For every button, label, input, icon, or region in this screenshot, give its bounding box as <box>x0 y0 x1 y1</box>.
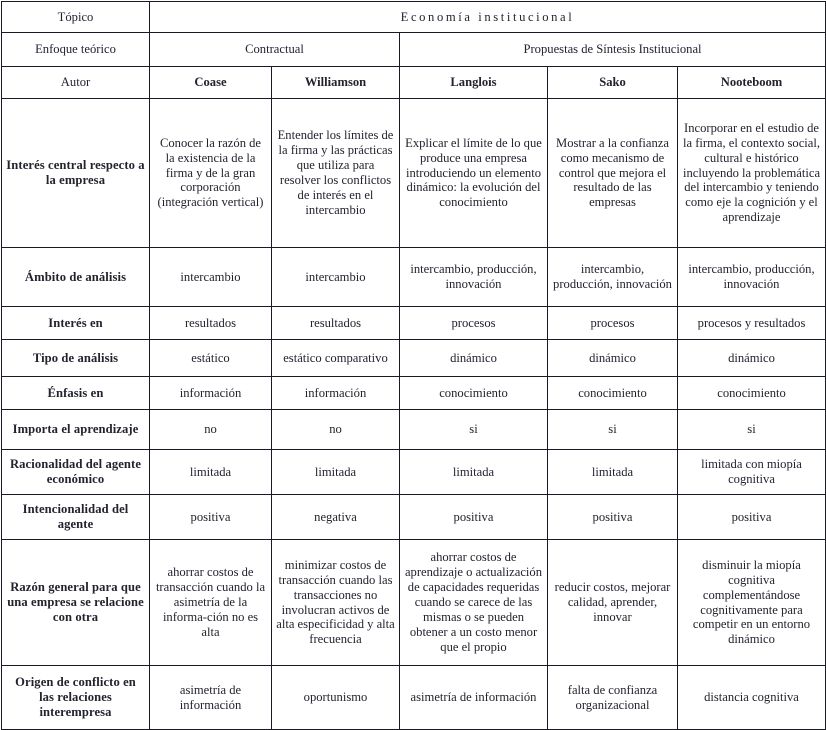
header-author-williamson: Williamson <box>272 67 400 99</box>
cell-ambito-langlois: intercambio, producción, innovación <box>400 248 548 307</box>
cell-interes-central-coase: Conocer la razón de la existencia de la firma y de la gran corporación (integración vertical) <box>150 99 272 248</box>
table-header-row-author <box>2 67 826 99</box>
row-label-interes-central: Interés central respecto a la empresa <box>2 99 150 248</box>
row-label-interes-en: Interés en <box>2 307 150 340</box>
header-banner-economia-institucional: Economía institucional <box>150 2 826 33</box>
cell-tipo-langlois: dinámico <box>400 340 548 377</box>
header-approach-sintesis: Propuestas de Síntesis Institucional <box>400 33 826 67</box>
table-row <box>2 307 826 340</box>
cell-importa-nooteboom: si <box>678 410 826 450</box>
header-author-langlois: Langlois <box>400 67 548 99</box>
cell-tipo-coase: estático <box>150 340 272 377</box>
cell-origen-nooteboom: distancia cognitiva <box>678 666 826 730</box>
cell-origen-williamson: oportunismo <box>272 666 400 730</box>
row-label-tipo-de-analisis: Tipo de análisis <box>2 340 150 377</box>
table-row <box>2 377 826 410</box>
cell-racionalidad-sako: limitada <box>548 450 678 495</box>
cell-interes-en-nooteboom: procesos y resultados <box>678 307 826 340</box>
table-row <box>2 248 826 307</box>
header-author-label: Autor <box>2 67 150 99</box>
cell-ambito-coase: intercambio <box>150 248 272 307</box>
table-header-row-approach <box>2 33 826 67</box>
cell-importa-sako: si <box>548 410 678 450</box>
table-row <box>2 666 826 730</box>
table-row <box>2 99 826 248</box>
cell-importa-coase: no <box>150 410 272 450</box>
table-row <box>2 340 826 377</box>
cell-origen-coase: asimetría de información <box>150 666 272 730</box>
table-header-row-topic <box>2 2 826 33</box>
cell-racionalidad-langlois: limitada <box>400 450 548 495</box>
cell-intencionalidad-langlois: positiva <box>400 495 548 540</box>
cell-racionalidad-coase: limitada <box>150 450 272 495</box>
cell-racionalidad-williamson: limitada <box>272 450 400 495</box>
table-row <box>2 540 826 666</box>
row-label-razon-general: Razón general para que una empresa se relacione con otra <box>2 540 150 666</box>
cell-tipo-nooteboom: dinámico <box>678 340 826 377</box>
header-author-nooteboom: Nooteboom <box>678 67 826 99</box>
row-label-origen-de-conflicto: Origen de conflicto en las relaciones interempresa <box>2 666 150 730</box>
cell-interes-central-langlois: Explicar el límite de lo que produce una empresa introduciendo un elemento dinámico: la evolución del conocimiento <box>400 99 548 248</box>
header-author-coase: Coase <box>150 67 272 99</box>
cell-enfasis-nooteboom: conocimiento <box>678 377 826 410</box>
row-label-enfasis-en: Énfasis en <box>2 377 150 410</box>
cell-interes-central-sako: Mostrar a la confianza como mecanismo de control que mejora el resultado de las empresas <box>548 99 678 248</box>
header-author-sako: Sako <box>548 67 678 99</box>
table-row <box>2 495 826 540</box>
cell-intencionalidad-nooteboom: positiva <box>678 495 826 540</box>
cell-interes-en-williamson: resultados <box>272 307 400 340</box>
cell-intencionalidad-williamson: negativa <box>272 495 400 540</box>
header-approach-label: Enfoque teórico <box>2 33 150 67</box>
row-label-intencionalidad-agente: Intencionalidad del agente <box>2 495 150 540</box>
cell-interes-central-williamson: Entender los límites de la firma y las prácticas que utiliza para resolver los conflictos de interés en el intercambio <box>272 99 400 248</box>
table-row <box>2 410 826 450</box>
cell-interes-en-langlois: procesos <box>400 307 548 340</box>
cell-importa-langlois: si <box>400 410 548 450</box>
cell-razon-nooteboom: disminuir la miopía cognitiva complementándose cognitivamente para competir en un entorno dinámico <box>678 540 826 666</box>
cell-enfasis-sako: conocimiento <box>548 377 678 410</box>
header-approach-contractual: Contractual <box>150 33 400 67</box>
cell-ambito-williamson: intercambio <box>272 248 400 307</box>
cell-ambito-nooteboom: intercambio, producción, innovación <box>678 248 826 307</box>
header-topic-label: Tópico <box>2 2 150 33</box>
table-row <box>2 450 826 495</box>
cell-razon-sako: reducir costos, mejorar calidad, aprender, innovar <box>548 540 678 666</box>
cell-racionalidad-nooteboom: limitada con miopía cognitiva <box>678 450 826 495</box>
cell-tipo-sako: dinámico <box>548 340 678 377</box>
cell-razon-coase: ahorrar costos de transacción cuando la asimetría de la informa-ción no es alta <box>150 540 272 666</box>
row-label-ambito-de-analisis: Ámbito de análisis <box>2 248 150 307</box>
cell-enfasis-williamson: información <box>272 377 400 410</box>
cell-importa-williamson: no <box>272 410 400 450</box>
cell-interes-central-nooteboom: Incorporar en el estudio de la firma, el contexto social, cultural e histórico incluyendo la problemática del intercambio y teniendo como eje la cognición y el aprendizaje <box>678 99 826 248</box>
comparison-table-sheet <box>0 1 826 719</box>
cell-ambito-sako: intercambio, producción, innovación <box>548 248 678 307</box>
cell-origen-sako: falta de confianza organizacional <box>548 666 678 730</box>
cell-enfasis-coase: información <box>150 377 272 410</box>
cell-interes-en-coase: resultados <box>150 307 272 340</box>
cell-interes-en-sako: procesos <box>548 307 678 340</box>
cell-intencionalidad-sako: positiva <box>548 495 678 540</box>
cell-intencionalidad-coase: positiva <box>150 495 272 540</box>
row-label-importa-el-aprendizaje: Importa el aprendizaje <box>2 410 150 450</box>
cell-enfasis-langlois: conocimiento <box>400 377 548 410</box>
cell-razon-williamson: minimizar costos de transacción cuando las transacciones no involucran activos de alta especificidad y alta frecuencia <box>272 540 400 666</box>
cell-razon-langlois: ahorrar costos de aprendizaje o actualización de capacidades requeridas cuando se carece de las mismas o se pueden obtener a un costo menor que el propio <box>400 540 548 666</box>
cell-origen-langlois: asimetría de información <box>400 666 548 730</box>
cell-tipo-williamson: estático comparativo <box>272 340 400 377</box>
comparison-table <box>1 1 826 730</box>
row-label-racionalidad-agente: Racionalidad del agente económico <box>2 450 150 495</box>
